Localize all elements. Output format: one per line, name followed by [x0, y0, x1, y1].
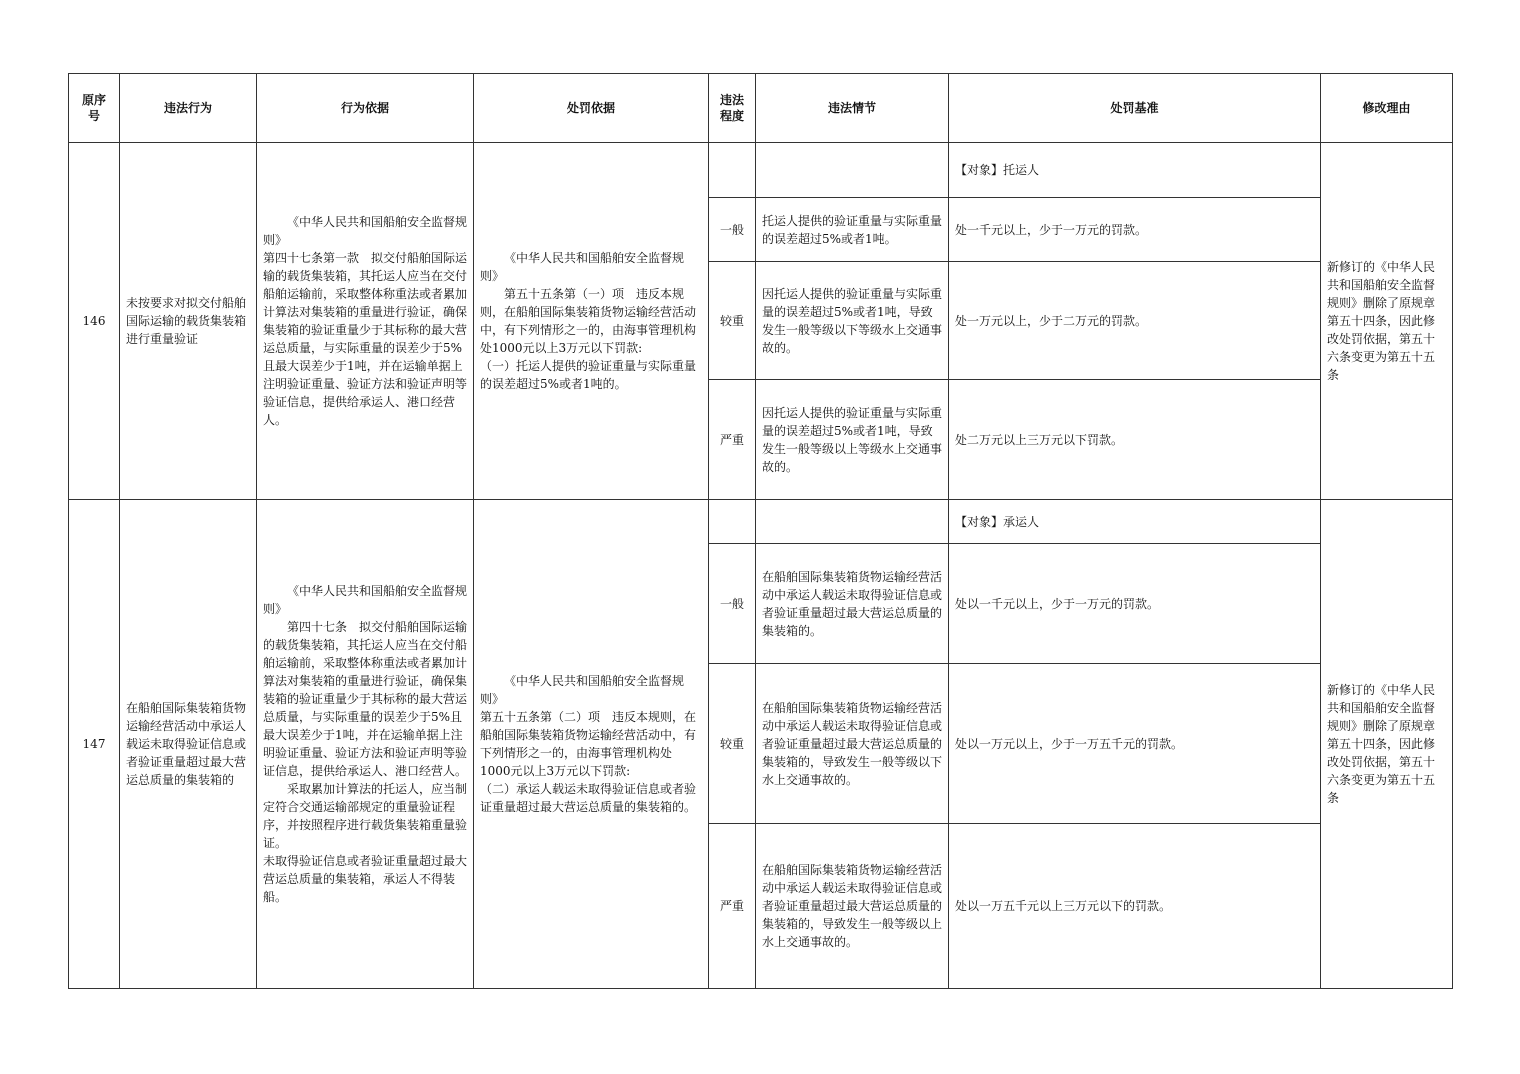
- row-reason: 新修订的《中华人民共和国船舶安全监督规则》删除了原规章第五十四条，因此修改处罚依据，第五十六条变更为第五十五条: [1321, 143, 1453, 500]
- penalty-title: 《中华人民共和国船舶安全监督规则》: [480, 251, 685, 283]
- basis-body: 第四十七条 拟交付船舶国际运输的载货集装箱，其托运人应当在交付船舶运输前，采取整体称重法或者累加计算法对集装箱的重量进行验证，确保集装箱的验证重量少于其标称的最大营运总质量，与实际重量的误差少于5%且最大误差少于1吨，并在运输单据上注明验证重量、验证方法和验证声明等验证信息，提供给承运人、港口经营人。: [263, 620, 468, 778]
- standard-text: 处以一万五千元以上三万元以下的罚款。: [949, 824, 1321, 989]
- header-detail: 违法情节: [756, 74, 949, 143]
- table-row: [69, 143, 1453, 198]
- detail-text: 在船舶国际集装箱货物运输经营活动中承运人载运未取得验证信息或者验证重量超过最大营运总质量的集装箱的，导致发生一般等级以下水上交通事故的。: [756, 664, 949, 824]
- row-violation: 在船舶国际集装箱货物运输经营活动中承运人载运未取得验证信息或者验证重量超过最大营运总质量的集装箱的: [120, 500, 257, 989]
- row-basis: [257, 143, 474, 500]
- detail-text: 在船舶国际集装箱货物运输经营活动中承运人载运未取得验证信息或者验证重量超过最大营运总质量的集装箱的，导致发生一般等级以上水上交通事故的。: [756, 824, 949, 989]
- penalty-table: [68, 73, 1453, 989]
- row-penalty-basis: [474, 143, 709, 500]
- header-penalty: 处罚依据: [474, 74, 709, 143]
- basis-title: 《中华人民共和国船舶安全监督规则》: [263, 215, 468, 247]
- row-penalty-basis: [474, 500, 709, 989]
- standard-text: 处以一万元以上，少于一万五千元的罚款。: [949, 664, 1321, 824]
- table-row: [69, 500, 1453, 544]
- degree-label: 一般: [709, 198, 756, 262]
- header-reason: 修改理由: [1321, 74, 1453, 143]
- degree-label: 严重: [709, 824, 756, 989]
- row-seq: 146: [69, 143, 120, 500]
- standard-text: 处一万元以上，少于二万元的罚款。: [949, 262, 1321, 380]
- degree-label: 较重: [709, 664, 756, 824]
- standard-text: 处二万元以上三万元以下罚款。: [949, 380, 1321, 500]
- basis-title: 《中华人民共和国船舶安全监督规则》: [263, 584, 468, 616]
- basis-body: 第四十七条第一款 拟交付船舶国际运输的载货集装箱，其托运人应当在交付船舶运输前，采取整体称重法或者累加计算法对集装箱的重量进行验证，确保集装箱的验证重量少于其标称的最大营运总质量，与实际重量的误差少于5%且最大误差少于1吨，并在运输单据上注明验证重量、验证方法和验证声明等验证信息，提供给承运人、港口经营人。: [263, 251, 468, 427]
- penalty-body: 第五十五条第（一）项 违反本规则，在船舶国际集装箱货物运输经营活动中，有下列情形之一的，由海事管理机构处1000元以上3万元以下罚款: （一）托运人提供的验证重量与实际重量的误差超过5%或者1吨的。: [480, 287, 697, 391]
- header-seq: 原序号: [69, 74, 120, 143]
- standard-text: 处以一千元以上，少于一万元的罚款。: [949, 544, 1321, 664]
- object-label: 【对象】托运人: [949, 143, 1321, 198]
- degree-label: 严重: [709, 380, 756, 500]
- header-row: [69, 74, 1453, 143]
- row-reason: 新修订的《中华人民共和国船舶安全监督规则》删除了原规章第五十四条，因此修改处罚依据，第五十六条变更为第五十五条: [1321, 500, 1453, 989]
- standard-text: 处一千元以上，少于一万元的罚款。: [949, 198, 1321, 262]
- header-basis: 行为依据: [257, 74, 474, 143]
- row-violation: 未按要求对拟交付船舶国际运输的载货集装箱进行重量验证: [120, 143, 257, 500]
- header-degree: 违法程度: [709, 74, 756, 143]
- row-basis: [257, 500, 474, 989]
- detail-text: 因托运人提供的验证重量与实际重量的误差超过5%或者1吨，导致发生一般等级以下等级水上交通事故的。: [756, 262, 949, 380]
- object-label: 【对象】承运人: [949, 500, 1321, 544]
- row-seq: 147: [69, 500, 120, 989]
- header-standard: 处罚基准: [949, 74, 1321, 143]
- degree-label: 一般: [709, 544, 756, 664]
- basis-extra: 采取累加计算法的托运人，应当制定符合交通运输部规定的重量验证程序，并按照程序进行载货集装箱重量验证。: [263, 782, 468, 850]
- detail-text: 托运人提供的验证重量与实际重量的误差超过5%或者1吨。: [756, 198, 949, 262]
- penalty-body: 第五十五条第（二）项 违反本规则，在船舶国际集装箱货物运输经营活动中，有下列情形之一的，由海事管理机构处1000元以上3万元以下罚款: （二）承运人载运未取得验证信息或者验证重量超过最大营运总质量的集装箱的。: [480, 710, 697, 814]
- penalty-title: 《中华人民共和国船舶安全监督规则》: [480, 674, 685, 706]
- header-act: 违法行为: [120, 74, 257, 143]
- degree-label: 较重: [709, 262, 756, 380]
- detail-text: 在船舶国际集装箱货物运输经营活动中承运人载运未取得验证信息或者验证重量超过最大营运总质量的集装箱的。: [756, 544, 949, 664]
- detail-text: 因托运人提供的验证重量与实际重量的误差超过5%或者1吨，导致发生一般等级以上等级水上交通事故的。: [756, 380, 949, 500]
- basis-tail: 未取得验证信息或者验证重量超过最大营运总质量的集装箱，承运人不得装船。: [263, 854, 468, 904]
